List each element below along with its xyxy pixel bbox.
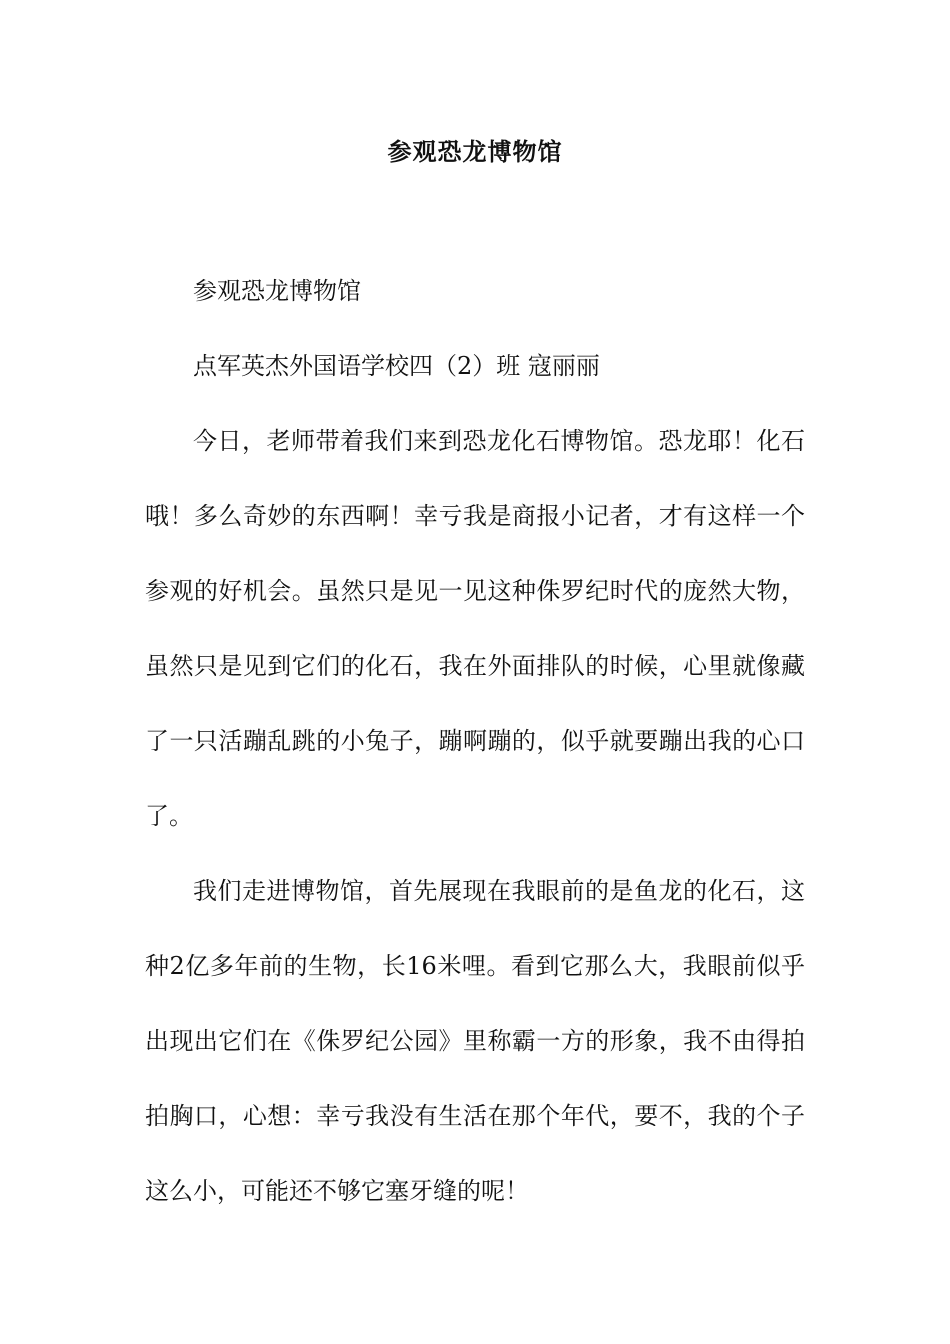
paragraph-1: 今日，老师带着我们来到恐龙化石博物馆。恐龙耶！化石哦！多么奇妙的东西啊！幸亏我是商报小记者，才有这样一个参观的好机会。虽然只是见一见这种侏罗纪时代的庞然大物，虽然只是见到它们的化石，我在外面排队的时候，心里就像藏了一只活蹦乱跳的小兔子，蹦啊蹦的，似乎就要蹦出我的心口了。 bbox=[145, 427, 805, 830]
paragraph-author: 点军英杰外国语学校四（2）班 寇丽丽 bbox=[193, 352, 600, 380]
document-title: 参观恐龙博物馆 bbox=[387, 137, 563, 166]
paragraph-2: 我们走进博物馆，首先展现在我眼前的是鱼龙的化石，这种2亿多年前的生物，长16米哩。看到它那么大，我眼前似乎出现出它们在《侏罗纪公园》里称霸一方的形象，我不由得拍拍胸口，心想：幸亏我没有生活在那个年代，要不，我的个子这么小，可能还不够它塞牙缝的呢！ bbox=[145, 877, 805, 1205]
document-body bbox=[145, 254, 805, 1229]
paragraph-subtitle: 参观恐龙博物馆 bbox=[193, 277, 361, 305]
